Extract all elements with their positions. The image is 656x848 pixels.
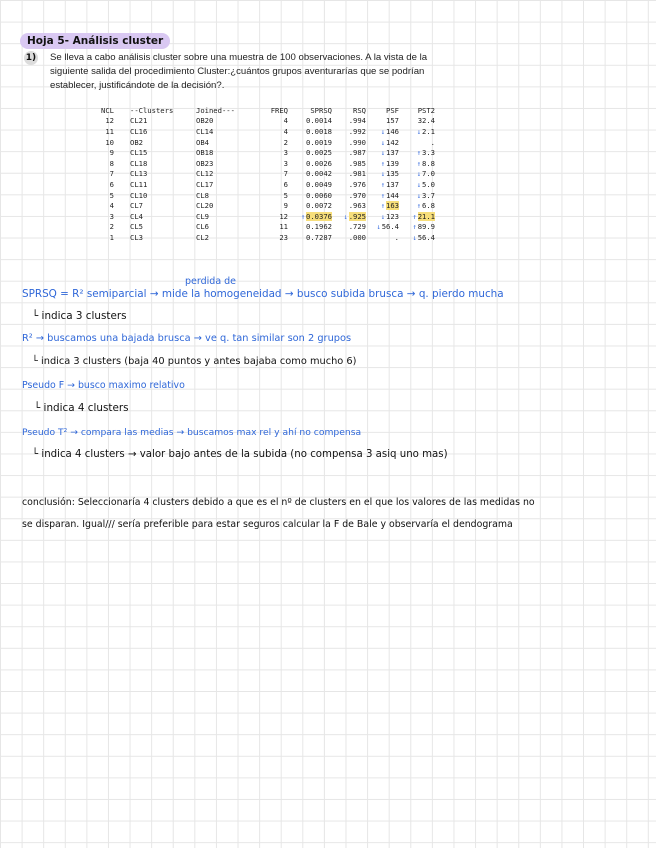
cell-ncl [86, 147, 114, 158]
conclusion-line-1: conclusión: Seleccionaría 4 clusters debido a que es el nº de clusters en el que los valores de las medidas no [22, 497, 535, 508]
table-row [86, 169, 435, 180]
table-row [86, 147, 435, 158]
table-row [86, 158, 435, 169]
cell-value: 4 [283, 116, 288, 126]
cell-psf [366, 169, 399, 180]
question-line-1: Se lleva a cabo análisis cluster sobre una muestra de 100 observaciones. A la vista de la [50, 52, 428, 63]
cell-psf [366, 147, 399, 158]
cell-value: 0.1962 [306, 222, 332, 232]
cell-value: 123 [386, 211, 399, 221]
table-row [86, 211, 435, 222]
cell-pst2 [399, 179, 435, 190]
cell-value: .985 [348, 158, 366, 168]
cell-value: 5.0 [422, 179, 435, 189]
trend-mark: ↓ [416, 180, 422, 189]
cell-value: 10 [105, 137, 114, 147]
cell-value: 6 [109, 179, 114, 189]
cell-ncl [86, 179, 114, 190]
cell-rsq [332, 200, 366, 211]
cell-value: 157 [386, 116, 399, 126]
note-psf-result: └ indica 4 clusters [34, 402, 129, 414]
trend-mark: ↓ [343, 212, 348, 221]
cell-freq [254, 169, 288, 180]
cell-value: . [430, 137, 435, 147]
cell-value: .970 [348, 190, 366, 200]
cell-sprsq [288, 211, 332, 222]
cell-value: 0.0042 [306, 169, 332, 179]
cell-value: CL6 [196, 222, 209, 232]
cell-j1 [114, 137, 196, 148]
cell-value: 3 [283, 158, 288, 168]
cell-value: 6.8 [422, 201, 435, 211]
table-row [86, 190, 435, 201]
header-sprsq: SPRSQ [310, 105, 332, 115]
header-ncl: NCL [101, 105, 114, 115]
cell-value: 56.4 [381, 222, 399, 232]
cell-value: .992 [348, 126, 366, 136]
trend-mark: ↓ [416, 191, 422, 200]
table-row [86, 179, 435, 190]
conclusion-line-2: se disparan. Igual/// sería preferible para estar seguros calcular la F de Bale y observaría el dendograma [22, 519, 513, 530]
cluster-history-table [86, 105, 435, 243]
question-line-3: establecer, justificándote de la decisión?. [50, 80, 225, 91]
table-header-row [86, 105, 435, 116]
cell-value: 11 [105, 126, 114, 136]
header-rsq: RSQ [353, 105, 366, 115]
cell-j2 [196, 158, 254, 169]
cell-sprsq [288, 179, 332, 190]
header-freq: FREQ [270, 105, 288, 115]
cell-j1 [114, 126, 196, 137]
cell-value: CL3 [130, 232, 143, 242]
cell-value: 0.0025 [306, 148, 332, 158]
page-title: Hoja 5- Análisis cluster [20, 33, 170, 49]
cell-value: 0.7287 [306, 232, 332, 242]
cell-value: 0.0049 [306, 179, 332, 189]
trend-mark: ↓ [412, 233, 417, 242]
cell-sprsq [288, 158, 332, 169]
cell-freq [254, 147, 288, 158]
cell-value: 23 [279, 232, 288, 242]
cell-value: CL13 [130, 169, 148, 179]
cell-value: 0.0376 [306, 211, 332, 221]
cell-value: .994 [348, 116, 366, 126]
trend-mark: ↑ [416, 159, 422, 168]
trend-mark: ↓ [416, 170, 422, 179]
trend-mark: ↓ [376, 223, 381, 232]
cell-value: 3 [109, 211, 114, 221]
cell-value: CL16 [130, 126, 148, 136]
cell-value: . [394, 232, 399, 242]
cell-value: 11 [279, 222, 288, 232]
cell-value: 137 [386, 148, 399, 158]
cell-value: CL9 [196, 211, 209, 221]
cell-sprsq [288, 169, 332, 180]
cell-pst2 [399, 126, 435, 137]
cell-value: 0.0019 [306, 137, 332, 147]
cell-ncl [86, 169, 114, 180]
trend-mark: ↑ [300, 212, 306, 221]
cell-freq [254, 137, 288, 148]
cell-sprsq [288, 137, 332, 148]
cell-value: .987 [348, 148, 366, 158]
cell-j1 [114, 147, 196, 158]
cell-value: 6 [283, 179, 288, 189]
cell-j1 [114, 190, 196, 201]
cell-j2 [196, 232, 254, 243]
cell-value: .000 [348, 232, 366, 242]
cell-freq [254, 126, 288, 137]
cell-j2 [196, 200, 254, 211]
cell-pst2 [399, 158, 435, 169]
trend-mark: ↓ [380, 149, 386, 158]
cell-value: 0.0018 [306, 126, 332, 136]
trend-mark: ↑ [380, 180, 386, 189]
cell-value: CL2 [196, 232, 209, 242]
cell-sprsq [288, 126, 332, 137]
table-row [86, 137, 435, 148]
cell-rsq [332, 190, 366, 201]
cell-j1 [114, 200, 196, 211]
cell-psf [366, 190, 399, 201]
cell-pst2 [399, 190, 435, 201]
cell-value: CL4 [130, 211, 143, 221]
table-row [86, 200, 435, 211]
cell-pst2 [399, 211, 435, 222]
cell-psf [366, 179, 399, 190]
cell-value: 8 [109, 158, 114, 168]
cell-value: 142 [386, 137, 399, 147]
cell-ncl [86, 158, 114, 169]
cell-ncl [86, 190, 114, 201]
cell-freq [254, 232, 288, 243]
trend-mark: ↓ [380, 138, 386, 147]
cell-ncl [86, 137, 114, 148]
cell-value: 5 [109, 190, 114, 200]
cell-value: 139 [386, 158, 399, 168]
cell-value: 0.0026 [306, 158, 332, 168]
cell-pst2 [399, 116, 435, 127]
cell-j1 [114, 169, 196, 180]
cell-psf [366, 232, 399, 243]
cell-rsq [332, 232, 366, 243]
trend-mark: ↑ [380, 202, 386, 211]
cell-pst2 [399, 147, 435, 158]
cell-pst2 [399, 169, 435, 180]
cell-j2 [196, 147, 254, 158]
cell-sprsq [288, 232, 332, 243]
cell-j2 [196, 222, 254, 233]
cell-value: 3.3 [422, 148, 435, 158]
table-row [86, 232, 435, 243]
cell-freq [254, 179, 288, 190]
cell-value: CL17 [196, 179, 214, 189]
cell-value: 5 [283, 190, 288, 200]
cell-value: 144 [386, 190, 399, 200]
cell-value: CL11 [130, 179, 148, 189]
cell-psf [366, 222, 399, 233]
cell-j2 [196, 126, 254, 137]
cell-value: 4 [283, 126, 288, 136]
cell-value: OB20 [196, 116, 214, 126]
cell-rsq [332, 222, 366, 233]
header-clusters: --Clusters [130, 105, 174, 115]
cell-psf [366, 158, 399, 169]
cell-value: .976 [348, 179, 366, 189]
cell-ncl [86, 116, 114, 127]
cell-value: 4 [109, 201, 114, 211]
cell-j1 [114, 158, 196, 169]
cell-rsq [332, 169, 366, 180]
cell-value: 8.8 [422, 158, 435, 168]
cell-sprsq [288, 200, 332, 211]
cell-freq [254, 190, 288, 201]
cell-value: .729 [348, 222, 366, 232]
cell-value: CL8 [196, 190, 209, 200]
cell-rsq [332, 211, 366, 222]
cell-value: 12 [105, 116, 114, 126]
cell-psf [366, 126, 399, 137]
cell-rsq [332, 179, 366, 190]
cell-j2 [196, 137, 254, 148]
cell-j1 [114, 211, 196, 222]
question-line-2: siguiente salida del procedimiento Cluster:¿cuántos grupos aventurarías que se podrían [50, 66, 425, 77]
cell-value: 2 [283, 137, 288, 147]
cell-value: 7.0 [422, 169, 435, 179]
cell-value: 3.7 [422, 190, 435, 200]
cell-rsq [332, 126, 366, 137]
cell-value: OB23 [196, 158, 214, 168]
cell-value: .925 [348, 211, 366, 221]
cell-pst2 [399, 200, 435, 211]
cell-value: .981 [348, 169, 366, 179]
cell-ncl [86, 126, 114, 137]
cell-value: 135 [386, 169, 399, 179]
trend-mark: ↑ [412, 212, 417, 221]
cell-psf [366, 116, 399, 127]
cell-j2 [196, 211, 254, 222]
table-row [86, 116, 435, 127]
cell-value: CL15 [130, 148, 148, 158]
cell-value: 12 [279, 211, 288, 221]
trend-mark: ↓ [380, 212, 386, 221]
cell-value: 9 [109, 148, 114, 158]
cell-j2 [196, 116, 254, 127]
cell-j1 [114, 179, 196, 190]
cell-value: 2.1 [422, 126, 435, 136]
note-pst2: Pseudo T² → compara las medias → buscamos max rel y ahí no compensa [22, 427, 362, 438]
cell-psf [366, 137, 399, 148]
cell-sprsq [288, 116, 332, 127]
header-pst2: PST2 [417, 105, 435, 115]
cell-value: .963 [348, 201, 366, 211]
cell-freq [254, 116, 288, 127]
cell-j1 [114, 232, 196, 243]
note-sprsq-result: └ indica 3 clusters [32, 310, 127, 322]
cell-ncl [86, 211, 114, 222]
cell-value: 7 [109, 169, 114, 179]
cell-value: 21.1 [417, 211, 435, 221]
cell-psf [366, 211, 399, 222]
note-psf: Pseudo F → busco maximo relativo [22, 380, 185, 391]
cell-pst2 [399, 137, 435, 148]
cell-value: 7 [283, 169, 288, 179]
note-perdida-de: perdida de [185, 276, 237, 287]
trend-mark: ↓ [380, 170, 386, 179]
cell-value: OB18 [196, 148, 214, 158]
cell-pst2 [399, 232, 435, 243]
cell-j1 [114, 116, 196, 127]
header-psf: PSF [386, 105, 399, 115]
cell-rsq [332, 137, 366, 148]
cell-j1 [114, 222, 196, 233]
cell-value: 9 [283, 201, 288, 211]
table-row [86, 222, 435, 233]
cell-sprsq [288, 147, 332, 158]
cell-ncl [86, 222, 114, 233]
cell-value: CL21 [130, 116, 148, 126]
cell-j2 [196, 169, 254, 180]
cell-psf [366, 200, 399, 211]
question-number: 1) [25, 53, 37, 63]
cell-freq [254, 211, 288, 222]
cell-pst2 [399, 222, 435, 233]
cell-value: OB4 [196, 137, 209, 147]
note-sprsq: SPRSQ = R² semiparcial → mide la homogeneidad → busco subida brusca → q. pierdo mucha [22, 288, 504, 300]
cell-value: 2 [109, 222, 114, 232]
table-row [86, 126, 435, 137]
note-pst2-result: └ indica 4 clusters → valor bajo antes de la subida (no compensa 3 asiq uno mas) [32, 449, 448, 460]
cell-value: 137 [386, 179, 399, 189]
cell-value: 3 [283, 148, 288, 158]
cell-value: 146 [386, 126, 399, 136]
cell-freq [254, 200, 288, 211]
trend-mark: ↑ [380, 191, 386, 200]
cell-j2 [196, 190, 254, 201]
cell-value: 0.0072 [306, 201, 332, 211]
cell-value: 0.0060 [306, 190, 332, 200]
trend-mark: ↑ [412, 223, 417, 232]
cell-sprsq [288, 222, 332, 233]
cell-value: 163 [386, 201, 399, 211]
cell-value: 89.9 [417, 222, 435, 232]
trend-mark: ↑ [416, 149, 422, 158]
note-rsq-result: └ indica 3 clusters (baja 40 puntos y antes bajaba como mucho 6) [32, 356, 357, 367]
trend-mark: ↓ [416, 127, 422, 136]
cell-rsq [332, 147, 366, 158]
table-body [86, 116, 435, 243]
header-joined: Joined--- [196, 105, 235, 115]
cell-value: CL18 [130, 158, 148, 168]
cell-value: CL20 [196, 201, 214, 211]
cell-rsq [332, 116, 366, 127]
cell-value: OB2 [130, 137, 143, 147]
cell-value: 32.4 [417, 116, 435, 126]
cell-value: 1 [109, 232, 114, 242]
trend-mark: ↑ [416, 202, 422, 211]
cell-value: 0.0014 [306, 116, 332, 126]
cell-value: CL5 [130, 222, 143, 232]
trend-mark: ↓ [380, 127, 386, 136]
cell-value: CL14 [196, 126, 214, 136]
cell-value: CL10 [130, 190, 148, 200]
cell-j2 [196, 179, 254, 190]
note-rsq: R² → buscamos una bajada brusca → ve q. tan similar son 2 grupos [22, 333, 352, 344]
cell-value: 56.4 [417, 232, 435, 242]
cell-rsq [332, 158, 366, 169]
cell-value: .990 [348, 137, 366, 147]
cell-ncl [86, 200, 114, 211]
cell-ncl [86, 232, 114, 243]
cell-sprsq [288, 190, 332, 201]
trend-mark: ↑ [380, 159, 386, 168]
cell-freq [254, 158, 288, 169]
cell-value: CL7 [130, 201, 143, 211]
cell-freq [254, 222, 288, 233]
cell-value: CL12 [196, 169, 214, 179]
